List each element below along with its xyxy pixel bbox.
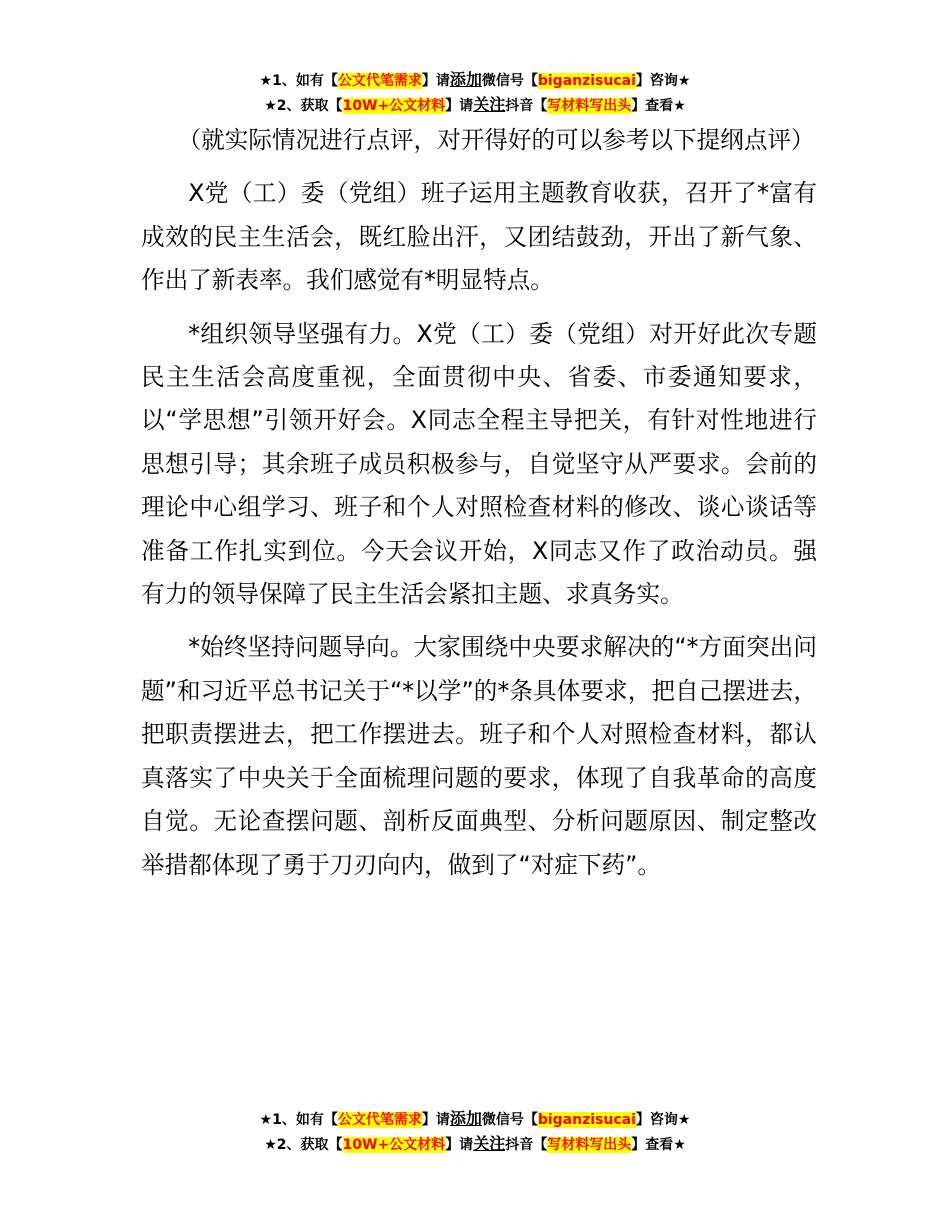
paragraph-intro-note: （就实际情况进行点评，对开得好的可以参考以下提纲点评） [177,126,815,154]
promo-highlight: 10W+公文材料 [342,1137,446,1153]
promo-text: 1、如有【 [272,73,338,89]
promo-text: 】查看★ [631,1137,686,1153]
promo-text: 】咨询★ [635,1112,691,1128]
promo-text: 2、获取【 [276,98,343,114]
promo-line-douyin [0,93,950,118]
promo-text: 】请 [445,98,474,114]
promo-highlight: 10W+公文材料 [342,98,446,114]
promo-text: 2、获取【 [276,1137,343,1153]
document-body [141,119,817,897]
promo-line-wechat [0,68,950,93]
star-icon: ★ [264,1137,277,1153]
promo-text: 】请 [445,1137,474,1153]
promo-text: 】请 [421,1112,450,1128]
star-icon: ★ [259,73,273,89]
promo-highlight: 公文代笔需求 [337,1112,422,1128]
promo-text: 】请 [421,73,450,89]
promo-line-wechat [0,1107,950,1132]
promo-emphasis: 添加 [449,1109,482,1128]
promo-emphasis: 关注 [473,95,506,114]
paragraph-problem-oriented: *始终坚持问题导向。大家围绕中央要求解决的“*方面突出问题”和习近平总书记关于“*以学”的*条具体要求，把自己摆进去，把职责摆进去，把工作摆进去。班子和个人对照检查材料，都认真落实了中央关于全面梳理问题的要求，体现了自我革命的高度自觉。无论查摆问题、剖析反面典型、分析问题原因、制定整改举措都体现了勇于刀刃向内，做到了“对症下药”。 [141,633,817,879]
promo-text: 】咨询★ [635,73,691,89]
promo-text: 抖音【 [505,1137,548,1153]
douyin-account-highlight: 写材料写出头 [547,1137,632,1153]
star-icon: ★ [259,1112,273,1128]
paragraph-overview: X党（工）委（党组）班子运用主题教育收获，召开了*富有成效的民主生活会，既红脸出汗，又团结鼓劲，开出了新气象、作出了新表率。我们感觉有*明显特点。 [141,179,817,295]
promo-highlight: 公文代笔需求 [337,73,422,89]
promo-text: 】查看★ [631,98,686,114]
promo-header [0,68,950,118]
douyin-account-highlight: 写材料写出头 [547,98,632,114]
promo-text: 抖音【 [505,98,548,114]
wechat-id-highlight: biganzisucai [537,73,636,89]
promo-emphasis: 关注 [473,1134,506,1153]
star-icon: ★ [264,98,277,114]
paragraph-leadership: *组织领导坚强有力。X党（工）委（党组）对开好此次专题民主生活会高度重视，全面贯彻中央、省委、市委通知要求，以“学思想”引领开好会。X同志全程主导把关，有针对性地进行思想引导；其余班子成员积极参与，自觉坚守从严要求。会前的理论中心组学习、班子和个人对照检查材料的修改、谈心谈话等准备工作扎实到位。今天会议开始，X同志又作了政治动员。强有力的领导保障了民主生活会紧扣主题、求真务实。 [141,319,817,609]
wechat-id-highlight: biganzisucai [537,1112,636,1128]
promo-text: 1、如有【 [272,1112,338,1128]
promo-footer [0,1107,950,1157]
promo-emphasis: 添加 [449,70,482,89]
promo-line-douyin [0,1132,950,1157]
promo-text: 微信号【 [481,73,538,89]
promo-text: 微信号【 [481,1112,538,1128]
